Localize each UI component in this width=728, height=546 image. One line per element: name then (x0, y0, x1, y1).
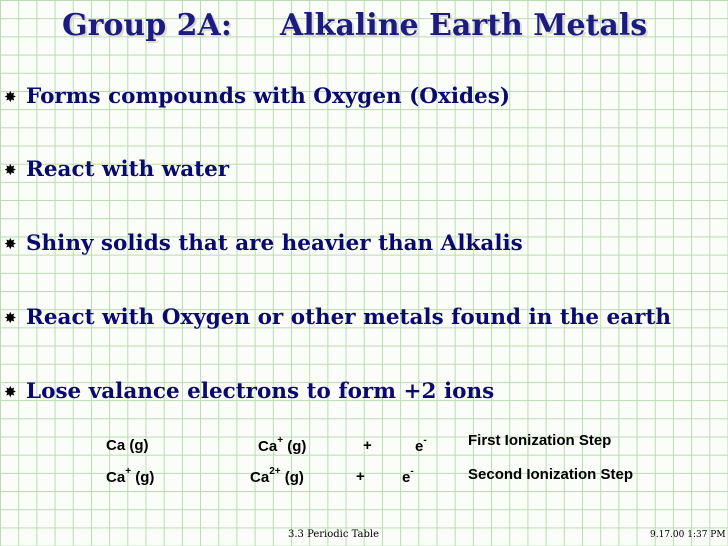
eq2-reactant-charge: + (125, 466, 132, 477)
bullet-item (4, 305, 671, 330)
eq2-label: Second Ionization Step (468, 466, 634, 483)
eq2-product-state: (g) (280, 469, 304, 486)
bullet-star-icon: ✸ (4, 87, 17, 106)
eq2-electron-charge: - (410, 466, 414, 477)
eq1-label: First Ionization Step (468, 432, 612, 449)
eq1-product (258, 437, 306, 455)
bullet-text: React with water (26, 157, 230, 182)
bullet-text: Forms compounds with Oxygen (Oxides) (26, 84, 511, 109)
eq2-electron (402, 468, 414, 486)
bullet-star-icon: ✸ (4, 308, 17, 327)
eq2-plus: + (356, 468, 365, 485)
bullet-star-icon: ✸ (4, 160, 17, 179)
bullet-item (4, 157, 229, 182)
eq1-product-base: Ca (258, 438, 278, 455)
eq2-product-charge: 2+ (269, 466, 281, 477)
eq1-product-charge: + (277, 435, 284, 446)
eq1-electron (415, 437, 427, 455)
footer-timestamp: 9.17.00 1:37 PM (650, 530, 726, 540)
footer-slide-topic: 3.3 Periodic Table (288, 529, 380, 540)
eq1-electron-charge: - (423, 435, 427, 446)
eq1-plus: + (363, 437, 372, 454)
title-group-label: Group 2A: (62, 8, 232, 43)
bullet-text: Lose valance electrons to form +2 ions (26, 379, 495, 404)
eq1-reactant: Ca (g) (106, 437, 149, 454)
eq2-reactant-base: Ca (106, 469, 126, 486)
eq2-reactant-state: (g) (131, 469, 155, 486)
bullet-text: Shiny solids that are heavier than Alkalis (26, 231, 523, 256)
bullet-item (4, 84, 510, 109)
eq2-reactant (106, 468, 154, 486)
eq2-electron-symbol: e (402, 469, 411, 486)
bullet-star-icon: ✸ (4, 382, 17, 401)
eq2-product (250, 468, 304, 486)
bullet-star-icon: ✸ (4, 234, 17, 253)
bullet-text: React with Oxygen or other metals found in the earth (26, 305, 672, 330)
eq2-product-base: Ca (250, 469, 270, 486)
bullet-item (4, 231, 523, 256)
eq1-electron-symbol: e (415, 438, 424, 455)
eq1-product-state: (g) (283, 438, 307, 455)
bullet-item (4, 379, 494, 404)
title-group-name: Alkaline Earth Metals (280, 8, 648, 43)
